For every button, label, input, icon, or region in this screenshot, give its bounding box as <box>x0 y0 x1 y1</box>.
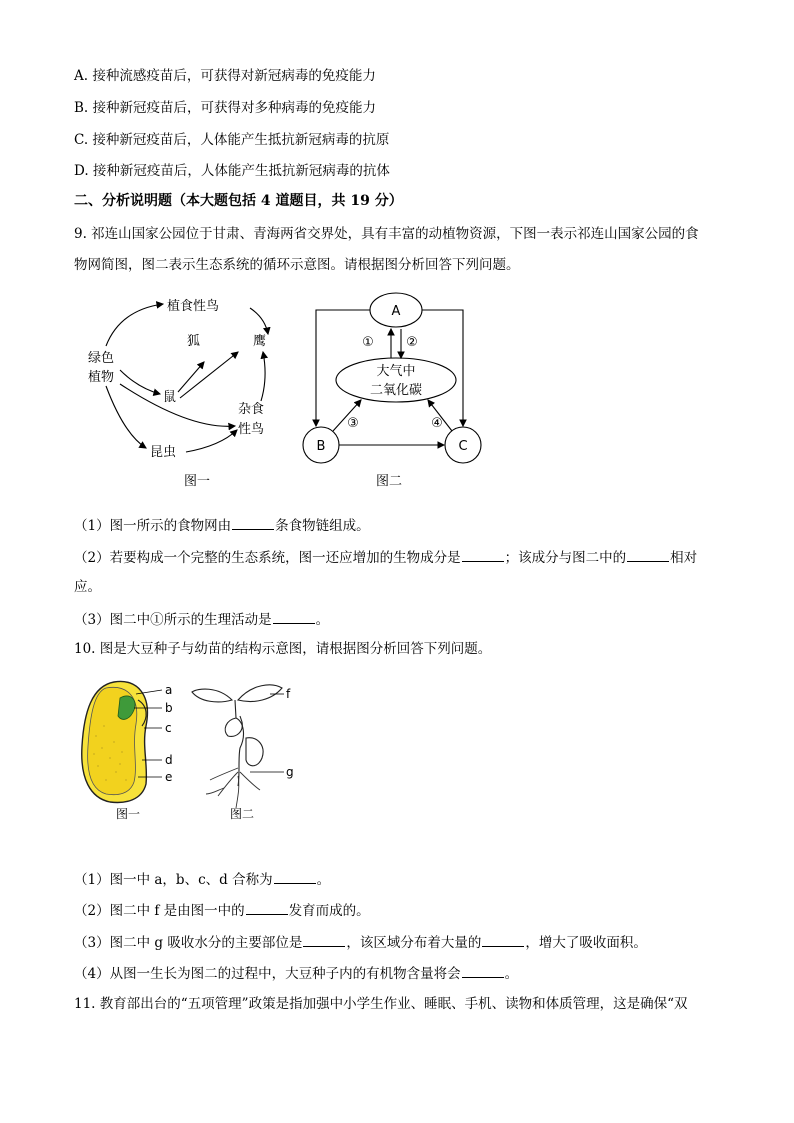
label-c: c <box>165 721 172 735</box>
arrow-plant-to-insect <box>106 386 146 448</box>
section-heading: 二、分析说明题（本大题包括 4 道题目，共 19 分） <box>74 193 403 209</box>
label-process-4: ④ <box>431 416 443 431</box>
soybean-seed-diagram <box>76 676 186 826</box>
q10-sub3: （3）图二中 g 吸收水分的主要部位是 ，该区域分布着大量的 ，增大了吸收面积。 <box>74 932 647 952</box>
q11-stem: 11. 教育部出台的“五项管理”政策是指加强中小学生作业、睡眠、手机、读物和体质管理，这是确保“双 <box>74 996 688 1012</box>
node-omnivorous-bird-line2: 性鸟 <box>238 422 265 437</box>
carbon-cycle-diagram <box>295 288 500 498</box>
option-d: D. 接种新冠疫苗后，人体能产生抵抗新冠病毒的抗体 <box>74 163 390 179</box>
node-omnivorous-bird-line1: 杂食 <box>238 402 265 417</box>
figure2-caption: 图二 <box>375 474 403 489</box>
arrow-plant-to-herb-bird <box>106 304 163 346</box>
co2-label-line1: 大气中 <box>376 364 416 379</box>
node-herbivorous-bird: 植食性鸟 <box>167 299 220 314</box>
node-c-label: C <box>458 439 468 454</box>
node-a-label: A <box>391 304 401 319</box>
q10-sub4: （4）从图一生长为图二的过程中，大豆种子内的有机物含量将会 。 <box>74 963 518 983</box>
arrow-mouse-to-eagle <box>180 352 238 398</box>
arrow-omni-bird-to-eagle <box>261 352 265 401</box>
arrow-herb-bird-to-eagle <box>250 308 268 334</box>
q10-stem: 10. 图是大豆种子与幼苗的结构示意图，请根据图分析回答下列问题。 <box>74 641 492 657</box>
seed-figure-caption: 图一 <box>116 807 141 821</box>
q9-sub3: （3）图二中①所示的生理活动是 。 <box>74 609 329 629</box>
label-a: a <box>165 683 173 697</box>
label-d: d <box>165 753 173 767</box>
q9-sub2: （2）若要构成一个完整的生态系统，图一还应增加的生物成分是 ；该成分与图二中的 相对 <box>74 547 697 567</box>
answer-blank[interactable] <box>232 515 274 530</box>
answer-blank[interactable] <box>246 900 288 915</box>
node-mouse: 鼠 <box>163 390 177 405</box>
arrow-insect-to-omni-bird <box>186 430 237 452</box>
option-b: B. 接种新冠疫苗后，可获得对多种病毒的免疫能力 <box>74 100 377 116</box>
label-b: b <box>165 701 173 715</box>
co2-label-line2: 二氧化碳 <box>369 383 423 398</box>
true-leaf-right <box>238 685 282 702</box>
node-green-plant-line1: 绿色 <box>88 351 115 366</box>
answer-blank[interactable] <box>303 932 345 947</box>
cotyledon-seedling <box>246 738 263 766</box>
label-process-2: ② <box>406 335 418 350</box>
q9-stem-line2: 物网简图，图二表示生态系统的循环示意图。请根据图分析回答下列问题。 <box>74 257 520 273</box>
answer-blank[interactable] <box>462 963 504 978</box>
q10-sub2: （2）图二中 f 是由图一中的 发育而成的。 <box>74 900 370 920</box>
node-fox: 狐 <box>187 334 201 349</box>
label-g: g <box>286 765 294 779</box>
arrow-plant-to-omni-bird <box>120 384 235 426</box>
q9-sub1: （1）图一所示的食物网由 条食物链组成。 <box>74 515 370 535</box>
q9-sub2-line2: 应。 <box>74 579 101 595</box>
node-eagle: 鹰 <box>253 334 267 349</box>
arrow-plant-to-mouse <box>120 370 160 394</box>
node-green-plant-line2: 植物 <box>88 370 115 385</box>
option-c: C. 接种新冠疫苗后，人体能产生抵抗新冠病毒的抗原 <box>74 132 390 148</box>
label-f: f <box>286 687 291 701</box>
label-process-1: ① <box>362 335 374 350</box>
arrow-mouse-to-fox <box>178 362 204 392</box>
option-a: A. 接种流感疫苗后，可获得对新冠病毒的免疫能力 <box>74 68 376 84</box>
q10-sub1: （1）图一中 a，b、c、d 合称为 。 <box>74 869 330 889</box>
food-web-diagram <box>80 288 295 498</box>
true-leaf-left <box>192 689 232 702</box>
answer-blank[interactable] <box>274 869 316 884</box>
answer-blank[interactable] <box>462 547 504 562</box>
answer-blank[interactable] <box>482 932 524 947</box>
seedling-figure-caption: 图二 <box>230 807 255 821</box>
figure1-caption: 图一 <box>184 474 211 489</box>
node-b-label: B <box>316 439 326 454</box>
node-insect: 昆虫 <box>150 445 177 460</box>
label-process-3: ③ <box>347 416 359 431</box>
answer-blank[interactable] <box>273 609 315 624</box>
answer-blank[interactable] <box>627 547 669 562</box>
q9-stem-line1: 9. 祁连山国家公园位于甘肃、青海两省交界处，具有丰富的动植物资源，下图一表示祁连山国家公园的食 <box>74 226 699 242</box>
label-e: e <box>165 770 173 784</box>
soybean-seedling-diagram <box>188 676 303 826</box>
